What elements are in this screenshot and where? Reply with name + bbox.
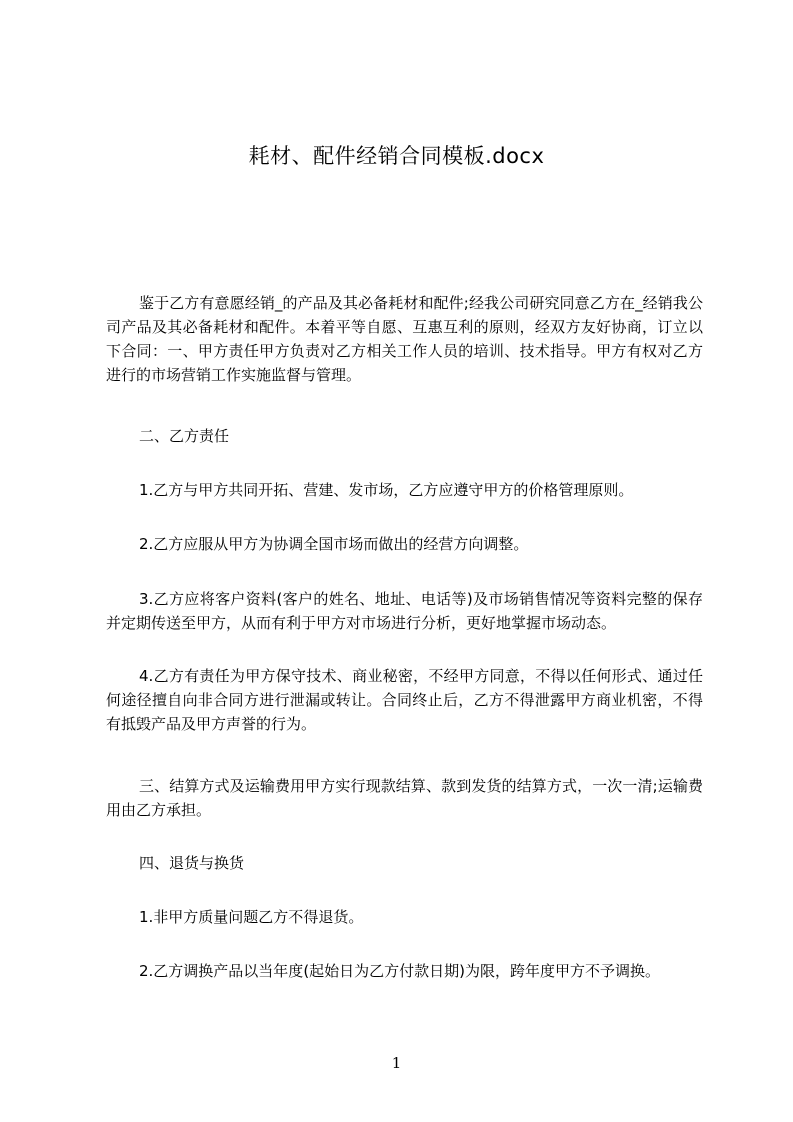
- paragraph-item: 1.非甲方质量问题乙方不得退货。: [139, 908, 364, 926]
- paragraph-item: 3.乙方应将客户资料(客户的姓名、地址、电话等)及市场销售情况等资料完整的保存并定期传送至甲方，从而有利于甲方对市场进行分析，更好地掌握市场动态。: [106, 590, 703, 632]
- paragraph-preamble: 鉴于乙方有意愿经销_的产品及其必备耗材和配件;经我公司研究同意乙方在_经销我公司产品及其必备耗材和配件。本着平等自愿、互惠互利的原则，经双方友好协商，订立以下合同：一、甲方责任甲方负责对乙方相关工作人员的培训、技术指导。甲方有权对乙方进行的市场营销工作实施监督与管理。: [106, 294, 703, 384]
- section-heading-party-b: 二、乙方责任: [139, 427, 230, 445]
- paragraph-item: 1.乙方与甲方共同开拓、营建、发市场，乙方应遵守甲方的价格管理原则。: [139, 481, 634, 499]
- document-title: 耗材、配件经销合同模板.docx: [248, 144, 545, 168]
- paragraph-settlement: 三、结算方式及运输费用甲方实行现款结算、款到发货的结算方式，一次一清;运输费用由乙方承担。: [106, 777, 703, 819]
- section-heading-returns: 四、退货与换货: [139, 854, 245, 872]
- paragraph-item: 2.乙方应服从甲方为协调全国市场而做出的经营方向调整。: [139, 535, 529, 553]
- page-number: 1: [391, 1054, 402, 1072]
- paragraph-item: 4.乙方有责任为甲方保守技术、商业秘密，不经甲方同意，不得以任何形式、通过任何途径擅自向非合同方进行泄漏或转让。合同终止后，乙方不得泄露甲方商业机密，不得有抵毁产品及甲方声誉的行为。: [106, 667, 703, 733]
- paragraph-item: 2.乙方调换产品以当年度(起始日为乙方付款日期)为限，跨年度甲方不予调换。: [139, 962, 661, 980]
